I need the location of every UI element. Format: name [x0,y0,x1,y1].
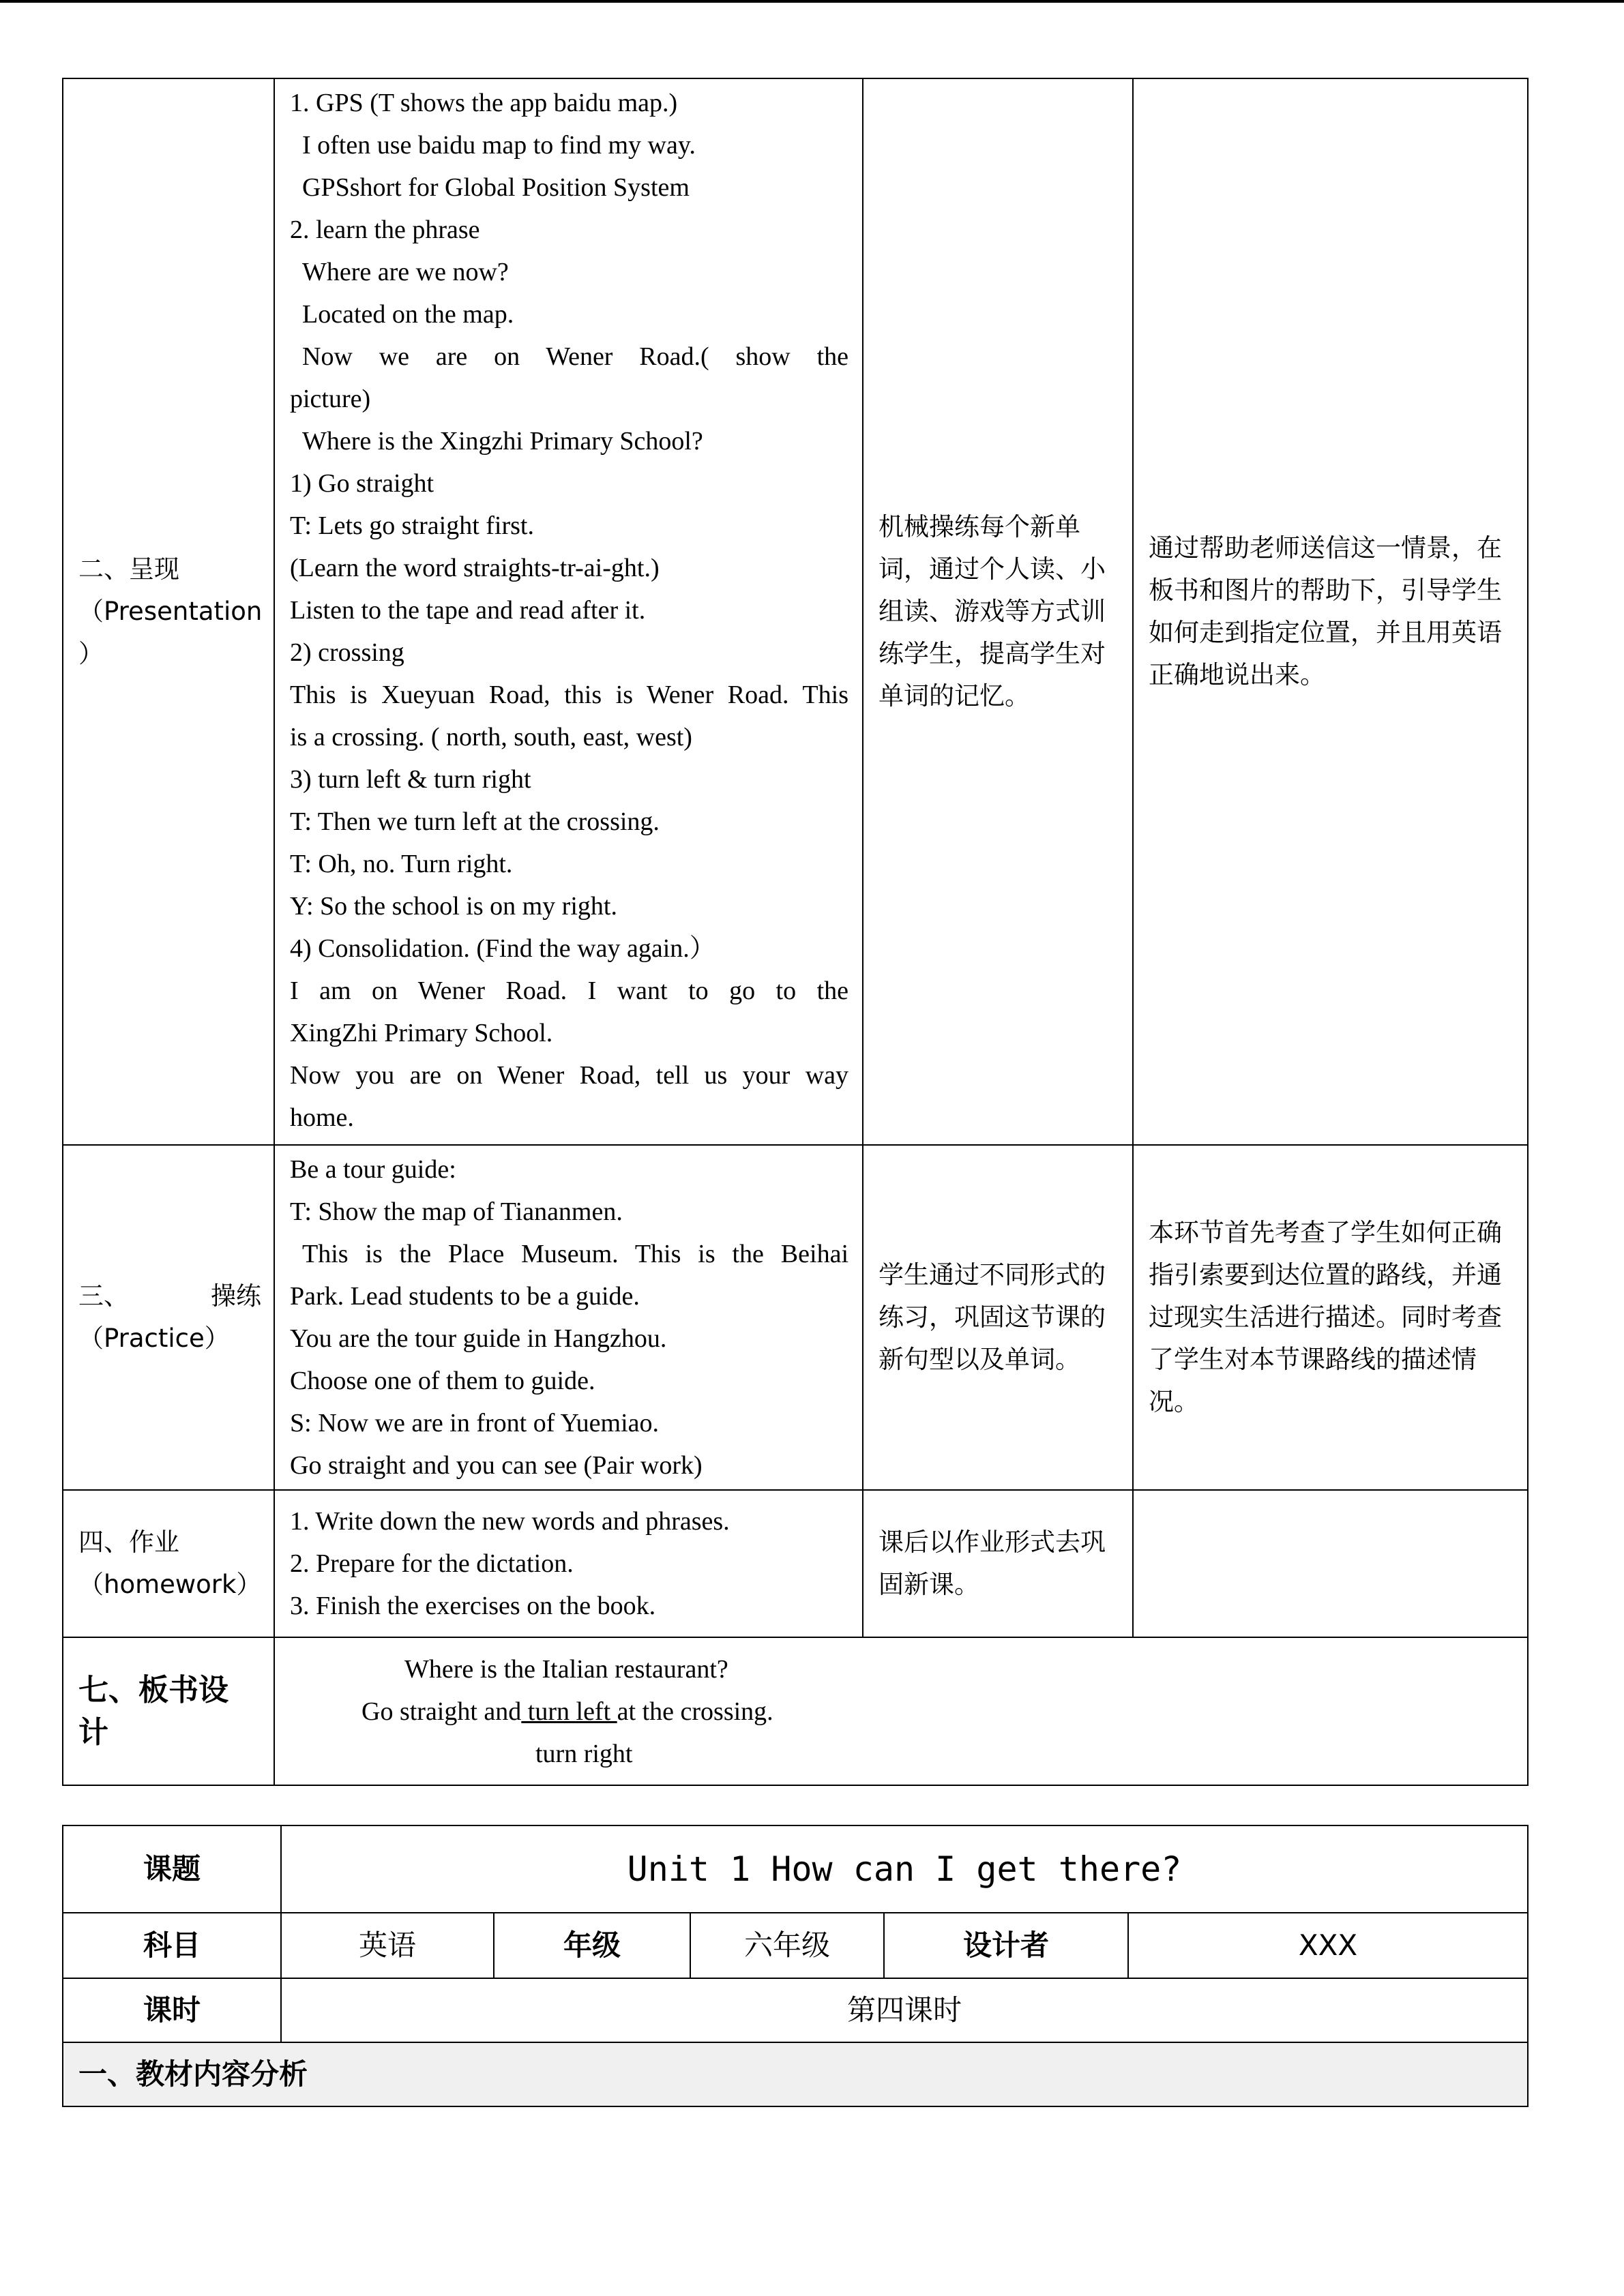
grade-value: 六年级 [690,1913,884,1978]
procedure-cell [274,1145,863,1490]
stage-label: （Practice） [78,1324,230,1353]
homework-row [63,1490,1528,1637]
procedure-line: Be a tour guide: [290,1155,456,1184]
method-cell: 课后以作业形式去巩固新课。 [863,1490,1133,1637]
lesson-info-table [62,1825,1529,2107]
board-text: at the crossing. [617,1697,773,1726]
board-line: Where is the Italian restaurant? [404,1654,728,1684]
procedure-line: 1. Write down the new words and phrases. [290,1507,730,1536]
subject-row [63,1913,1528,1978]
section-heading-row [63,2042,1528,2106]
purpose-cell: 本环节首先考查了学生如何正确指引索要到达位置的路线，并通过现实生活进行描述。同时考查了学生对本节课路线的描述情况。 [1133,1145,1528,1490]
procedure-line: home. [290,1103,354,1132]
procedure-line: Where are we now? [302,258,509,286]
procedure-line: 2) crossing [290,638,404,667]
topic-row [63,1825,1528,1913]
procedure-line: This is Xueyuan Road, this is Wener Road. This [290,681,848,709]
stage-label: 二、呈现 [78,554,179,584]
procedure-line: I am on Wener Road. I want to go to the [290,976,848,1005]
procedure-cell [274,78,863,1145]
procedure-line: 3. Finish the exercises on the book. [290,1592,656,1620]
grade-label: 年级 [494,1913,690,1978]
procedure-line: 1) Go straight [290,469,434,498]
procedure-line: picture) [290,385,371,413]
purpose-cell: 通过帮助老师送信这一情景，在板书和图片的帮助下，引导学生如何走到指定位置，并且用英语正确地说出来。 [1133,78,1528,1145]
procedure-line: Located on the map. [302,300,514,329]
procedure-line: Park. Lead students to be a guide. [290,1282,640,1311]
period-value: 第四课时 [281,1978,1528,2042]
procedure-line: I often use baidu map to find my way. [302,131,696,160]
topic-value: Unit 1 How can I get there? [281,1825,1528,1913]
page-top-border [0,0,1624,3]
procedure-line: (Learn the word straights-tr-ai-ght.) [290,554,660,582]
procedure-line: S: Now we are in front of Yuemiao. [290,1409,660,1437]
topic-label: 课题 [63,1825,281,1913]
procedure-line: 1. GPS (T shows the app baidu map.) [290,89,678,117]
section-heading: 一、教材内容分析 [63,2042,1528,2106]
procedure-line: XingZhi Primary School. [290,1019,553,1047]
stage-label: 操练 [211,1281,261,1311]
procedure-line: T: Then we turn left at the crossing. [290,807,660,836]
stage-cell [63,1490,274,1637]
method-cell: 学生通过不同形式的练习，巩固这节课的新句型以及单词。 [863,1145,1133,1490]
stage-label: 计 [78,1714,108,1750]
board-text: Go straight and [361,1697,522,1726]
period-label: 课时 [63,1978,281,2042]
board-design-cell [274,1637,1528,1785]
board-underlined-text: turn left [521,1697,617,1726]
procedure-line: Now you are on Wener Road, tell us your way [290,1061,848,1090]
procedure-line: Y: So the school is on my right. [290,892,617,921]
subject-label: 科目 [63,1913,281,1978]
presentation-row [63,78,1528,1145]
method-cell: 机械操练每个新单词，通过个人读、小组读、游戏等方式训练学生，提高学生对单词的记忆。 [863,78,1133,1145]
stage-cell [63,1145,274,1490]
procedure-line: 3) turn left & turn right [290,765,531,794]
lesson-procedure-table [62,78,1529,1786]
procedure-line: T: Show the map of Tiananmen. [290,1197,623,1226]
procedure-line: Listen to the tape and read after it. [290,596,646,625]
stage-label: 七、板书设 [78,1672,228,1708]
stage-label-group [78,1275,274,1317]
procedure-line: 4) Consolidation. (Find the way again.） [290,934,715,963]
purpose-cell [1133,1490,1528,1637]
stage-label: （homework） [78,1570,262,1599]
board-design-row [63,1637,1528,1785]
stage-label: 三、 [78,1281,129,1311]
board-line [275,1690,1527,1733]
designer-value: XXX [1128,1913,1528,1978]
procedure-line: is a crossing. ( north, south, east, west) [290,723,692,751]
stage-cell [63,78,274,1145]
designer-label: 设计者 [884,1913,1128,1978]
procedure-line: Now we are on Wener Road.( show the [302,342,848,371]
procedure-line: Go straight and you can see (Pair work) [290,1451,703,1480]
procedure-line: Where is the Xingzhi Primary School? [302,427,703,456]
procedure-line: GPSshort for Global Position System [302,173,690,202]
procedure-line: T: Oh, no. Turn right. [290,850,513,878]
procedure-line: 2. Prepare for the dictation. [290,1549,574,1578]
procedure-line: 2. learn the phrase [290,215,480,244]
procedure-line: T: Lets go straight first. [290,511,534,540]
procedure-line: This is the Place Museum. This is the Beihai [302,1240,848,1268]
stage-label: 四、作业 [78,1527,179,1557]
period-row [63,1978,1528,2042]
procedure-line: Choose one of them to guide. [290,1367,595,1395]
subject-value: 英语 [281,1913,494,1978]
board-line: turn right [535,1739,633,1768]
stage-label: （Presentation [78,597,263,626]
stage-label: ） [78,639,104,668]
stage-cell [63,1637,274,1785]
practice-row [63,1145,1528,1490]
procedure-line: You are the tour guide in Hangzhou. [290,1324,667,1353]
procedure-cell [274,1490,863,1637]
